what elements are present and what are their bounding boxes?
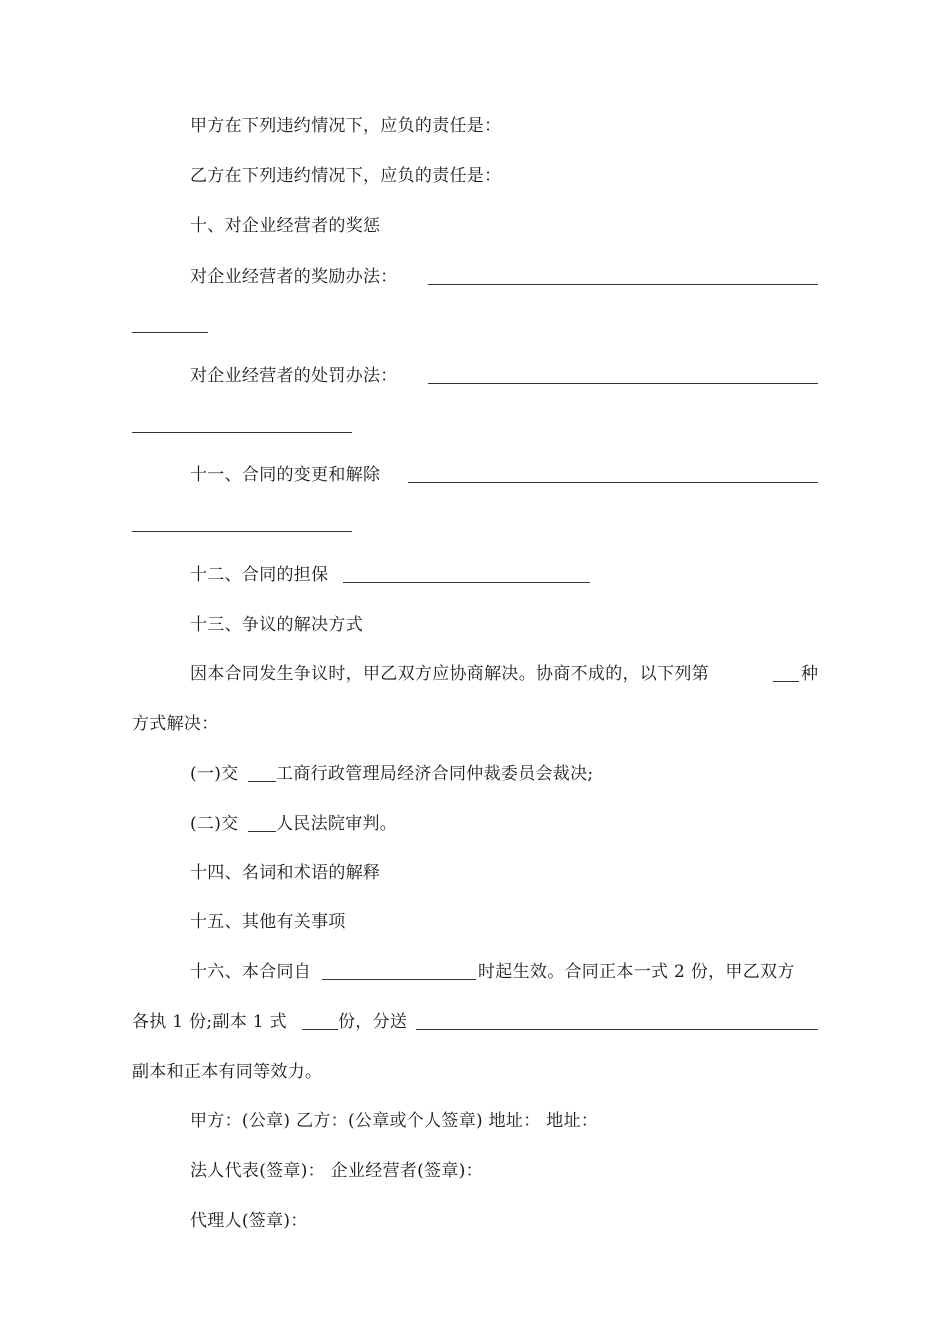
copies-recipients-blank[interactable] <box>416 1029 818 1030</box>
dispute-clause-text: 因本合同发生争议时，甲乙双方应协商解决。协商不成的，以下列第 <box>190 664 709 684</box>
section-10-heading: 十、对企业经营者的奖惩 <box>190 216 381 236</box>
penalty-method-label: 对企业经营者的处罚办法： <box>190 366 398 386</box>
arbitration-location-blank[interactable] <box>248 781 276 782</box>
reward-method-label: 对企业经营者的奖励办法： <box>190 267 398 287</box>
dispute-method-number-blank[interactable] <box>773 681 799 682</box>
penalty-method-blank-continued[interactable] <box>132 432 352 433</box>
contract-change-blank-continued[interactable] <box>132 531 352 532</box>
reward-method-blank-continued[interactable] <box>132 332 208 333</box>
section-12-heading: 十二、合同的担保 <box>190 565 329 585</box>
section-14-heading: 十四、名词和术语的解释 <box>190 863 381 883</box>
court-location-blank[interactable] <box>248 831 276 832</box>
guarantee-blank[interactable] <box>343 582 590 583</box>
effective-date-blank[interactable] <box>322 979 476 980</box>
court-option-text: 人民法院审判。 <box>276 814 398 834</box>
copies-count-blank[interactable] <box>302 1029 338 1030</box>
copies-clause-text: 份，分送 <box>338 1012 408 1032</box>
copies-clause-prefix: 各执 1 份;副本 1 式 <box>132 1012 287 1032</box>
court-option-prefix: (二)交 <box>190 814 239 834</box>
dispute-clause-continued: 方式解决： <box>132 714 219 734</box>
arbitration-option-text: 工商行政管理局经济合同仲裁委员会裁决; <box>276 764 594 784</box>
section-11-heading: 十一、合同的变更和解除 <box>190 465 381 485</box>
clause-party-a-liability: 甲方在下列违约情况下，应负的责任是： <box>190 116 502 136</box>
arbitration-option-prefix: (一)交 <box>190 764 239 784</box>
effective-clause-text: 时起生效。合同正本一式 2 份，甲乙双方 <box>478 962 795 982</box>
signature-agent-line: 代理人(签章)： <box>190 1211 308 1231</box>
reward-method-blank[interactable] <box>428 284 818 285</box>
section-15-heading: 十五、其他有关事项 <box>190 912 346 932</box>
signature-representatives-line: 法人代表(签章)： 企业经营者(签章)： <box>190 1161 483 1181</box>
penalty-method-blank[interactable] <box>428 383 818 384</box>
signature-parties-line: 甲方：(公章) 乙方：(公章或个人签章) 地址： 地址： <box>190 1111 599 1131</box>
effective-clause-prefix: 十六、本合同自 <box>190 962 312 982</box>
dispute-clause-text-end: 种 <box>801 664 819 684</box>
contract-change-blank[interactable] <box>408 482 818 483</box>
copies-validity-text: 副本和正本有同等效力。 <box>132 1062 323 1082</box>
clause-party-b-liability: 乙方在下列违约情况下，应负的责任是： <box>190 166 502 186</box>
section-13-heading: 十三、争议的解决方式 <box>190 615 363 635</box>
